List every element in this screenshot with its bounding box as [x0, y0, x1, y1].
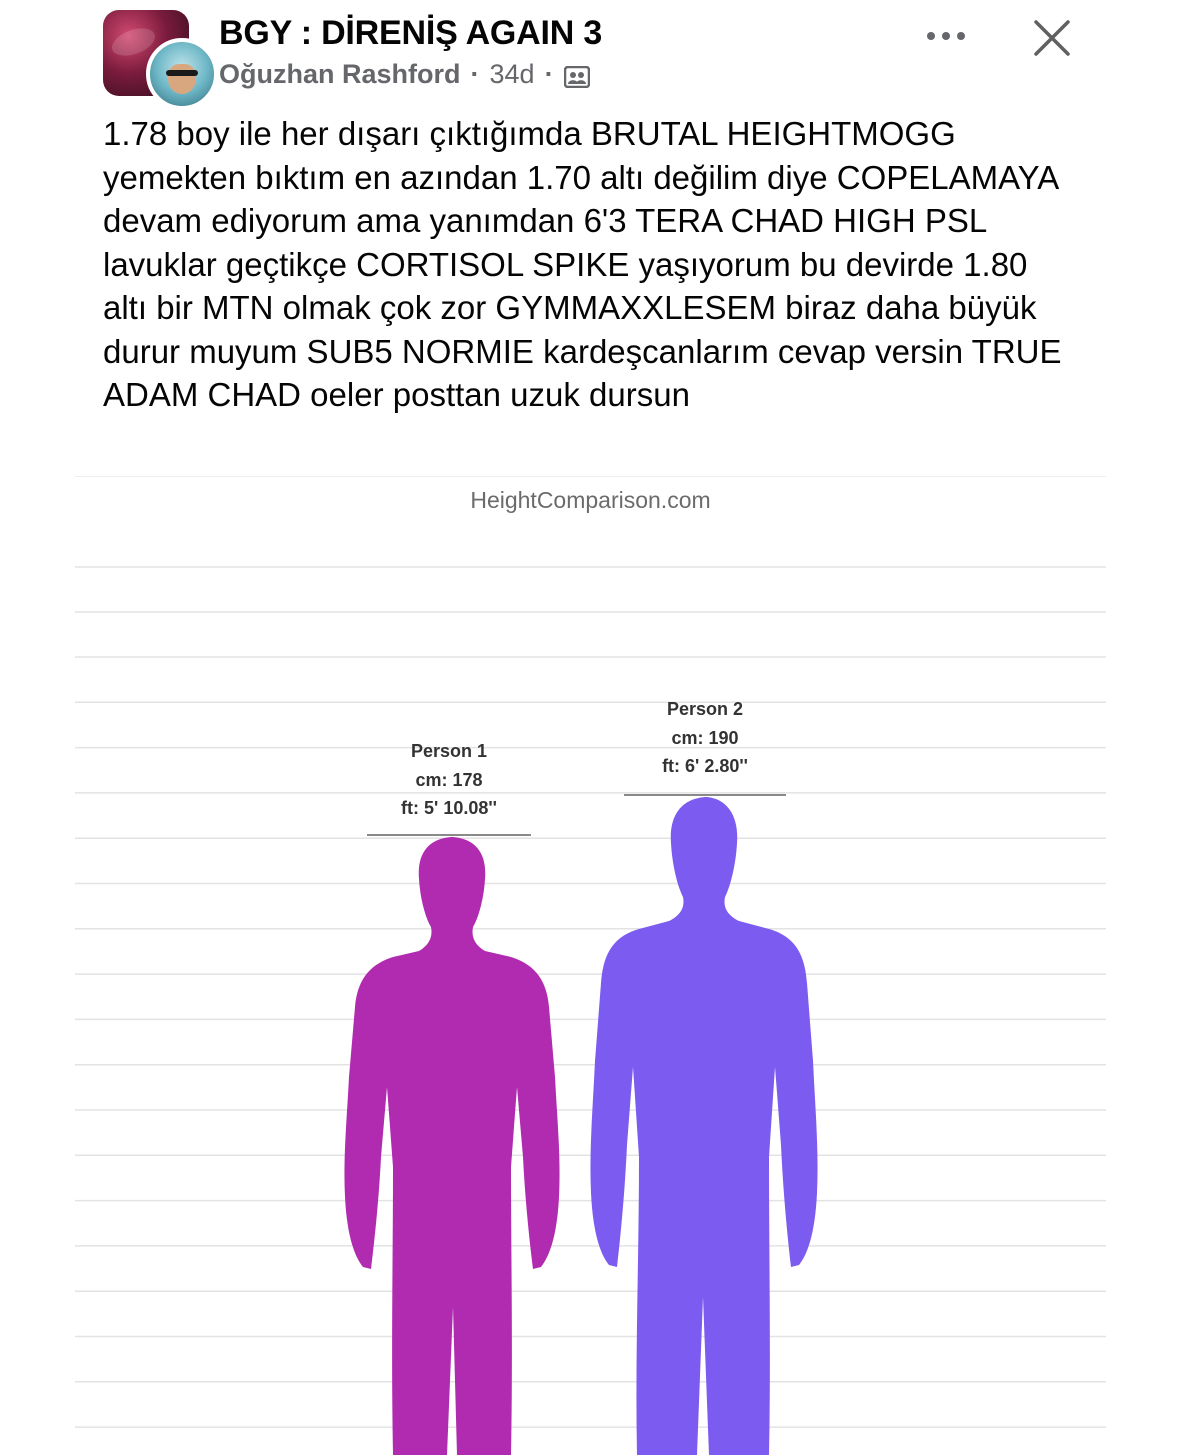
person-1-ft: ft: 5' 10.08'' — [401, 798, 497, 818]
person-1-label — [349, 737, 549, 823]
group-name[interactable]: BGY : DİRENİŞ AGAIN 3 — [219, 14, 603, 52]
person-1-silhouette — [344, 835, 559, 1455]
person-2-silhouette — [590, 795, 817, 1455]
author-avatar[interactable] — [146, 38, 218, 110]
comparison-canvas — [75, 477, 1106, 1455]
post-text: 1.78 boy ile her dışarı çıktığımda BRUTAL HEIGHTMOGG yemekten bıktım en azından 1.70 altı değilim diye COPELAMAYA devam ediyorum ama yanımdan 6'3 TERA CHAD HIGH PSL lavuklar geçtikçe CORTISOL SPIKE yaşıyorum bu devirde 1.80 altı bir MTN olmak çok zor GYMMAXXLESEM biraz daha büyük durur muyum SUB5 NORMIE kardeşcanlarım cevap versin TRUE ADAM CHAD oeler posttan uzuk dursun — [103, 115, 1062, 413]
close-button[interactable] — [1026, 12, 1078, 64]
person-2-body — [590, 797, 817, 1455]
person-2-cm: cm: 190 — [671, 727, 739, 748]
author-name[interactable]: Oğuzhan Rashford — [219, 59, 461, 89]
meta-separator: · — [470, 59, 480, 89]
avatar-group[interactable] — [103, 10, 215, 96]
person-2-ft: ft: 6' 2.80'' — [662, 756, 748, 776]
watermark: HeightComparison.com — [470, 487, 711, 513]
person-1-name: Person 1 — [410, 741, 488, 761]
close-icon — [1033, 19, 1071, 57]
gridlines — [75, 567, 1106, 1427]
person-2-name: Person 2 — [666, 699, 744, 719]
more-options-button[interactable] — [920, 18, 972, 54]
height-comparison-image[interactable] — [75, 476, 1106, 1455]
post-timestamp[interactable]: 34d — [489, 59, 535, 89]
person-2-label — [605, 695, 805, 781]
person-1-cm: cm: 178 — [415, 769, 483, 790]
post-meta — [219, 59, 590, 90]
person-1-body — [344, 837, 559, 1455]
more-options-icon — [926, 31, 966, 41]
meta-separator: · — [544, 59, 554, 89]
group-members-icon — [564, 64, 590, 86]
post-header — [0, 0, 1179, 110]
